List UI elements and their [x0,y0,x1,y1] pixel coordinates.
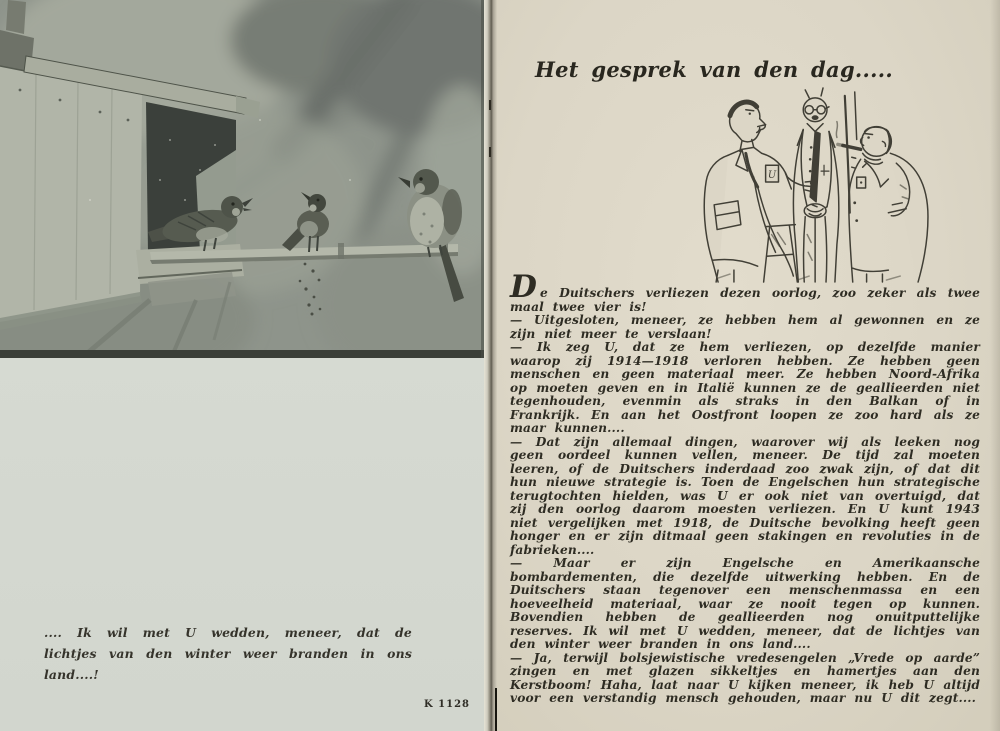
imprint-code: K 1128 [424,699,471,710]
stitch-mark [489,100,491,110]
body-text [510,269,980,706]
paragraph-6: — Ja, terwijl bolsjewistische vredesengelen „Vrede op aarde” zingen en met glazen sikkeltjes en hamertjes aan den Kerstboom! Haha, laat naar U kijken meneer, ik heb U altijd voor een verstandig mensch gehouden, maar nu U dit zegt.... [510,650,980,705]
card-label: U [767,170,777,182]
paragraph-5: — Maar er zijn Engelsche en Amerikaansche bombardementen, die dezelfde uitwerking hebben. En de Duitschers staan tegenover een menschenmassa en een hoeveelheid materiaal, waar ze nooit tegen op kunnen. Bovendien hebben de geallieerden nog onuitputtelijke reserves. Ik wil met U wedden, meneer, dat de lichtjes van den winter weer branden in ons land.... [510,556,980,651]
cartoon-svg [657,86,997,284]
page-title: Het gesprek van den dag..... [535,57,893,82]
paragraph-4: — Dat zijn allemaal dingen, waarover wij als leeken nog geen oordeel kunnen vellen, meneer. De tijd zal moeten leeren, of de Duitschers inderdaad zoo zwak zijn, of dat dit hun nieuwe strategie is. Toen de Engelschen hun strategische terugtochten hielden, was U er ook niet van overtuigd, dat zij den oorlog daarom moesten verliezen. En U kunt 1943 niet vergelijken met 1918, de Duitsche bevolking heeft geen honger en er zijn ditmaal geen stakingen en revoluties in de fabrieken.... [510,434,980,557]
cartoon-illustration [657,86,997,284]
cartoon-man-left [704,102,816,282]
paragraph-3: — Ik zeg U, dat ze hem verliezen, op dezelfde manier waarop zij 1914—1918 verloren hebben. Ze hebben geen menschen en geen materiaal meer. Ze hebben Noord-Afrika op moeten geven en in Italië kunnen ze de geallieerden niet tegenhouden, evenmin als straks in den Balkan of in Frankrijk. En aan het Oostfront loopen ze zoo hard als ze maar kunnen.... [510,340,980,435]
left-page [0,0,488,731]
binding-gutter [484,0,497,731]
photo-caption: .... Ik wil met U wedden, meneer, dat de lichtjes van den winter weer branden in ons land....! [44,625,412,683]
right-page [497,0,1000,731]
paragraph-1: De Duitschers verliezen dezen oorlog, zoo zeker als twee maal twee vier is! [510,269,980,314]
stitch-mark [489,147,491,157]
bird-photo-svg [0,0,485,358]
paragraph-2: — Uitgesloten, meneer, ze hebben hem al gewonnen en ze zijn niet meer te verslaan! [510,313,980,341]
bird-photo [0,0,485,358]
cartoon-man-middle [766,88,839,282]
initial-cap: D [510,269,538,305]
